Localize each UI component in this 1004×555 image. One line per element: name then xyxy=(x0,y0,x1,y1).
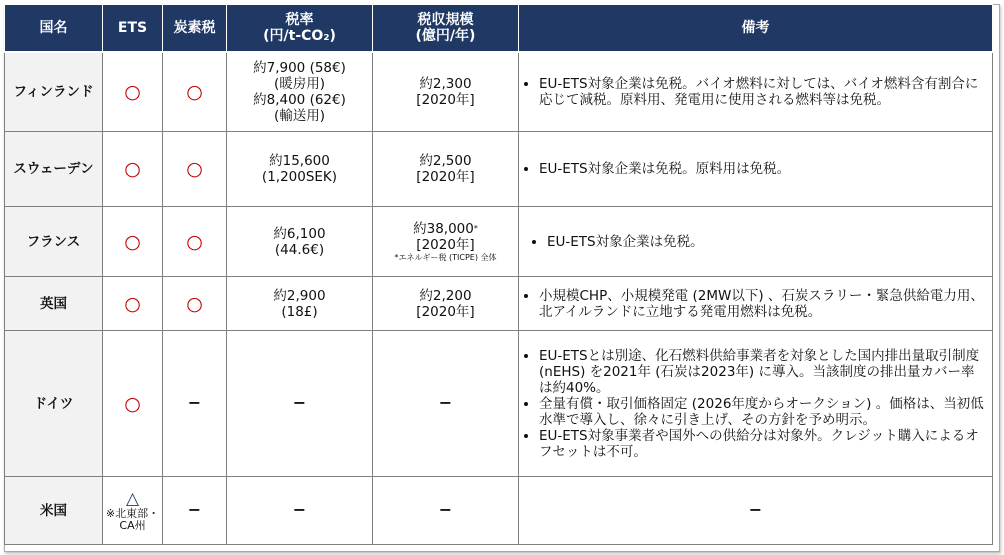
dash-mark: − xyxy=(292,500,307,519)
remark-item: • EU-ETS対象事業者や国外への供給分は対象外。クレジット購入によるオフセットは不可。 xyxy=(539,428,986,460)
dash-mark: − xyxy=(748,500,763,519)
circle-mark-icon: ○ xyxy=(124,392,141,415)
table-row xyxy=(5,132,993,207)
carbon-tax-cell xyxy=(163,477,227,545)
tax-rate-cell xyxy=(227,477,373,545)
header-ets: ETS xyxy=(103,5,163,52)
revenue-cell xyxy=(373,331,519,477)
header-carbon-tax: 炭素税 xyxy=(163,5,227,52)
rate-line: (暖房用) xyxy=(273,75,326,92)
ets-cell xyxy=(103,277,163,331)
dash-mark: − xyxy=(187,393,202,412)
carbon-tax-cell xyxy=(163,207,227,277)
country-cell: フランス xyxy=(5,207,103,277)
country-cell: スウェーデン xyxy=(5,132,103,207)
carbon-pricing-table xyxy=(4,4,993,545)
circle-mark-icon: ○ xyxy=(124,230,141,253)
tax-rate-cell xyxy=(227,277,373,331)
header-revenue xyxy=(373,5,519,52)
footnote-mark: * xyxy=(473,223,478,233)
rate-line: (18£) xyxy=(281,303,318,320)
remarks-cell xyxy=(519,331,993,477)
revenue-value: 約38,000 xyxy=(413,220,474,237)
circle-mark-icon: ○ xyxy=(186,80,203,103)
ets-cell xyxy=(103,132,163,207)
rate-line: (1,200SEK) xyxy=(261,169,338,185)
rate-line: 約7,900 (58€) xyxy=(253,59,346,76)
header-row xyxy=(5,5,993,52)
revenue-cell xyxy=(373,277,519,331)
revenue-line: [2020年] xyxy=(416,236,475,253)
remark-item: • 小規模CHP、小規模発電 (2MW以下) 、石炭スラリー・緊急供給電力用、北アイルランドに立地する発電用燃料は免税。 xyxy=(539,288,986,320)
revenue-line: 約2,500 xyxy=(419,153,472,169)
ets-cell xyxy=(103,477,163,545)
circle-mark-icon: ○ xyxy=(186,158,203,180)
tax-rate-cell xyxy=(227,132,373,207)
rate-line: 約2,900 xyxy=(273,287,326,304)
header-country: 国名 xyxy=(5,5,103,52)
tax-rate-cell xyxy=(227,331,373,477)
table-row xyxy=(5,477,993,545)
country-cell: 米国 xyxy=(5,477,103,545)
header-tax-rate-title: 税率 xyxy=(285,11,314,28)
triangle-mark-icon: △ xyxy=(125,488,140,509)
revenue-cell xyxy=(373,132,519,207)
revenue-cell xyxy=(373,52,519,132)
revenue-line xyxy=(373,221,518,237)
ets-cell xyxy=(103,331,163,477)
dash-mark: − xyxy=(292,393,307,412)
table-row xyxy=(5,207,993,277)
circle-mark-icon: ○ xyxy=(124,80,141,103)
remark-item: • EU-ETS対象企業は免税。 xyxy=(547,234,986,250)
rate-line: (輸送用) xyxy=(273,107,326,124)
country-cell: ドイツ xyxy=(5,331,103,477)
carbon-tax-cell xyxy=(163,277,227,331)
circle-mark-icon: ○ xyxy=(124,158,141,180)
ets-region-note: ※北東部・ xyxy=(105,506,160,520)
remarks-cell xyxy=(519,207,993,277)
dash-mark: − xyxy=(438,393,453,412)
circle-mark-icon: ○ xyxy=(124,292,141,315)
rate-line: 約8,400 (62€) xyxy=(253,91,346,108)
circle-mark-icon: ○ xyxy=(186,292,203,315)
header-revenue-title: 税収規模 xyxy=(417,11,474,28)
remark-item: • EU-ETS対象企業は免税。バイオ燃料に対しては、バイオ燃料含有割合に応じて減税。原料用、発電用に使用される燃料等は免税。 xyxy=(539,76,986,108)
carbon-tax-cell xyxy=(163,331,227,477)
circle-mark-icon: ○ xyxy=(186,230,203,253)
rate-line: 約15,600 xyxy=(269,153,330,169)
revenue-cell xyxy=(373,477,519,545)
remarks-cell xyxy=(519,132,993,207)
remarks-cell xyxy=(519,277,993,331)
carbon-tax-cell xyxy=(163,52,227,132)
ets-cell xyxy=(103,52,163,132)
revenue-footnote: *エネルギー税 (TICPE) 全体 xyxy=(394,252,497,262)
carbon-tax-cell xyxy=(163,132,227,207)
revenue-line: [2020年] xyxy=(416,91,475,108)
country-cell: 英国 xyxy=(5,277,103,331)
tax-rate-cell xyxy=(227,52,373,132)
revenue-line: 約2,300 xyxy=(419,75,472,92)
table-row xyxy=(5,52,993,132)
remark-item: • EU-ETSとは別途、化石燃料供給事業者を対象とした国内排出量取引制度 (nEHS) を2021年 (石炭は2023年) に導入。当該制度の排出量カバー率は約40%。 xyxy=(539,348,986,396)
remarks-cell xyxy=(519,52,993,132)
tax-rate-cell xyxy=(227,207,373,277)
header-tax-rate xyxy=(227,5,373,52)
remarks-cell xyxy=(519,477,993,545)
country-cell: フィンランド xyxy=(5,52,103,132)
table-row xyxy=(5,277,993,331)
dash-mark: − xyxy=(438,500,453,519)
revenue-line: 約2,200 xyxy=(419,287,472,304)
header-tax-rate-unit: (円/t-CO₂) xyxy=(263,27,336,44)
revenue-cell xyxy=(373,207,519,277)
revenue-line: [2020年] xyxy=(416,303,475,320)
header-revenue-unit: (億円/年) xyxy=(415,27,476,44)
header-remarks: 備考 xyxy=(519,5,993,52)
dash-mark: − xyxy=(187,500,202,519)
remark-item: • EU-ETS対象企業は免税。原料用は免税。 xyxy=(539,161,986,177)
revenue-line: [2020年] xyxy=(416,169,475,185)
ets-cell xyxy=(103,207,163,277)
rate-line: 約6,100 xyxy=(273,225,326,242)
ets-region-note: CA州 xyxy=(119,518,146,532)
remark-item: • 全量有償・取引価格固定 (2026年度からオークション) 。価格は、当初低水準で導入し、徐々に引き上げ、その方針を予め明示。 xyxy=(539,396,986,428)
rate-line: (44.6€) xyxy=(274,241,325,258)
table-row xyxy=(5,331,993,477)
